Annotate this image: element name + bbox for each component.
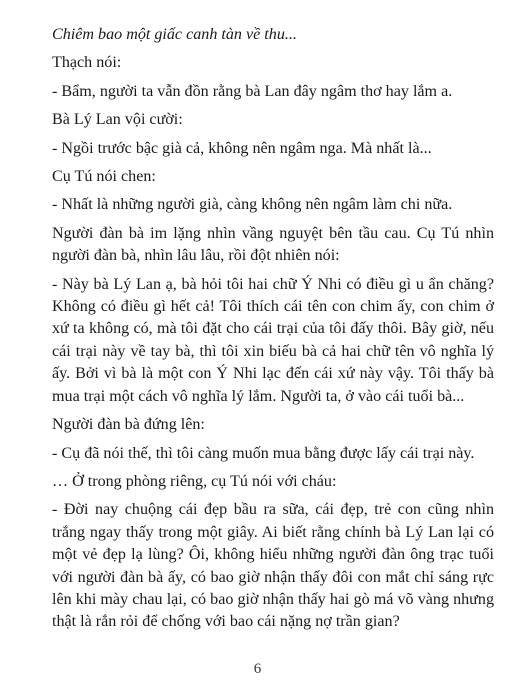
paragraph: - Ngồi trước bậc già cả, không nên ngâm nga. Mà nhất là... xyxy=(52,139,432,157)
paragraph: - Bẩm, người ta vẫn đồn rằng bà Lan đây ngâm thơ hay lắm a. xyxy=(52,82,453,100)
paragraph: - Đời nay chuộng cái đẹp bầu ra sữa, cái đẹp, trẻ con cũng nhìn trắng ngay thấy trong một giây. Ai biết rằng chính bà Lý Lan lại có một vẻ đẹp lạ lùng? Ôi, không hiểu những người đàn ông trạc tuổi với người đàn bà ấy, có bao giờ nhận thấy đôi con mắt chỉ sáng rực lên khi mày chau lại, có bao giờ nhận thấy hai gò má võ vàng nhưng thật là rắn rỏi để chống với bao cái nặng nợ trần gian? xyxy=(52,501,494,631)
page-number: 6 xyxy=(253,661,262,677)
page-body-text xyxy=(52,24,494,640)
paragraph: … Ở trong phòng riêng, cụ Tú nói với cháu: xyxy=(52,472,337,490)
paragraph: Bà Lý Lan vội cười: xyxy=(52,111,183,129)
paragraph: Người đàn bà đứng lên: xyxy=(52,416,205,434)
verse-line: Chiêm bao một giấc canh tàn về thu... xyxy=(52,26,297,43)
paragraph: - Nhất là những người già, càng không nên ngâm làm chi nữa. xyxy=(52,196,453,214)
paragraph: Người đàn bà im lặng nhìn vầng nguyệt bên tầu cau. Cụ Tú nhìn người đàn bà, nhìn lâu lâu, rồi đột nhiên nói: xyxy=(52,224,494,265)
paragraph: - Cụ đã nói thế, thì tôi càng muốn mua bằng được lấy cái trại này. xyxy=(52,444,475,462)
paragraph: - Này bà Lý Lan ạ, bà hỏi tôi hai chữ Ý Nhi có điều gì u ẩn chăng? Không có điều gì hết cả! Tôi thích cái tên con chim ấy, con chim ở xứ ta không có, mà tôi đặt cho cái trại của tôi đấy thôi. Bây giờ, nếu cái trại này về tay bà, thì tôi xin biếu bà cả hai chữ tên vô nghĩa lý ấy. Bởi vì bà là một con Ý Nhi lạc đến cái xứ này vậy. Tôi thấy bà mua trại một cách vô nghĩa lý lắm. Người ta, ở vào cái tuổi bà... xyxy=(52,275,494,405)
paragraph: Cụ Tú nói chen: xyxy=(52,168,156,186)
paragraph: Thạch nói: xyxy=(52,54,122,72)
